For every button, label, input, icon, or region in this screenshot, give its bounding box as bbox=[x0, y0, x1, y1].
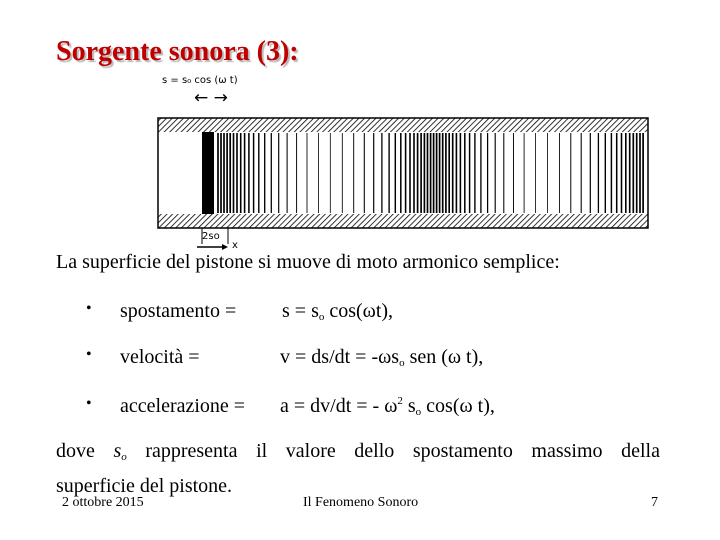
bullet-label: spostamento = bbox=[120, 300, 237, 322]
arrows-top: ← → bbox=[194, 88, 228, 108]
x-label: x bbox=[232, 240, 238, 251]
piston-tube-diagram bbox=[150, 72, 660, 257]
compression-lines bbox=[218, 133, 643, 213]
bullet-dot: • bbox=[86, 346, 92, 363]
acceleration-equation: a = dv/dt = - $\omega^2$ $s_o$ cos(ω t), bbox=[280, 395, 495, 418]
tube-wall-bottom bbox=[158, 214, 648, 228]
x-arrow-head bbox=[222, 244, 228, 250]
page-number: 7 bbox=[651, 495, 658, 510]
velocity-equation: $v = ds/dt = -\omega s_o$ sen (ω t), bbox=[280, 346, 484, 369]
formula-label: s = s₀ cos (ω t) bbox=[162, 75, 238, 86]
tube-outline bbox=[158, 118, 648, 228]
conclusion-paragraph: dove $s_o$ rappresenta il valore dello spostamento massimo della superficie del pistone. bbox=[56, 440, 660, 497]
slide-title: Sorgente sonora (3): bbox=[56, 36, 299, 67]
tube-wall-top bbox=[158, 118, 648, 132]
bullet-dot: • bbox=[86, 300, 92, 317]
bullet-label: accelerazione = bbox=[120, 395, 246, 417]
bullet-dot: • bbox=[86, 395, 92, 412]
piston bbox=[202, 132, 214, 214]
intro-text: La superficie del pistone si muove di moto armonico semplice: bbox=[56, 251, 560, 273]
footer-title: Il Fenomeno Sonoro bbox=[303, 495, 419, 510]
footer-date: 2 ottobre 2015 bbox=[62, 495, 144, 510]
bullet-label: velocità = bbox=[120, 346, 200, 368]
displacement-equation: $s = s_o$ cos(ωt), bbox=[282, 300, 394, 323]
amplitude-label: 2so bbox=[202, 231, 220, 242]
tube-svg bbox=[150, 72, 660, 257]
